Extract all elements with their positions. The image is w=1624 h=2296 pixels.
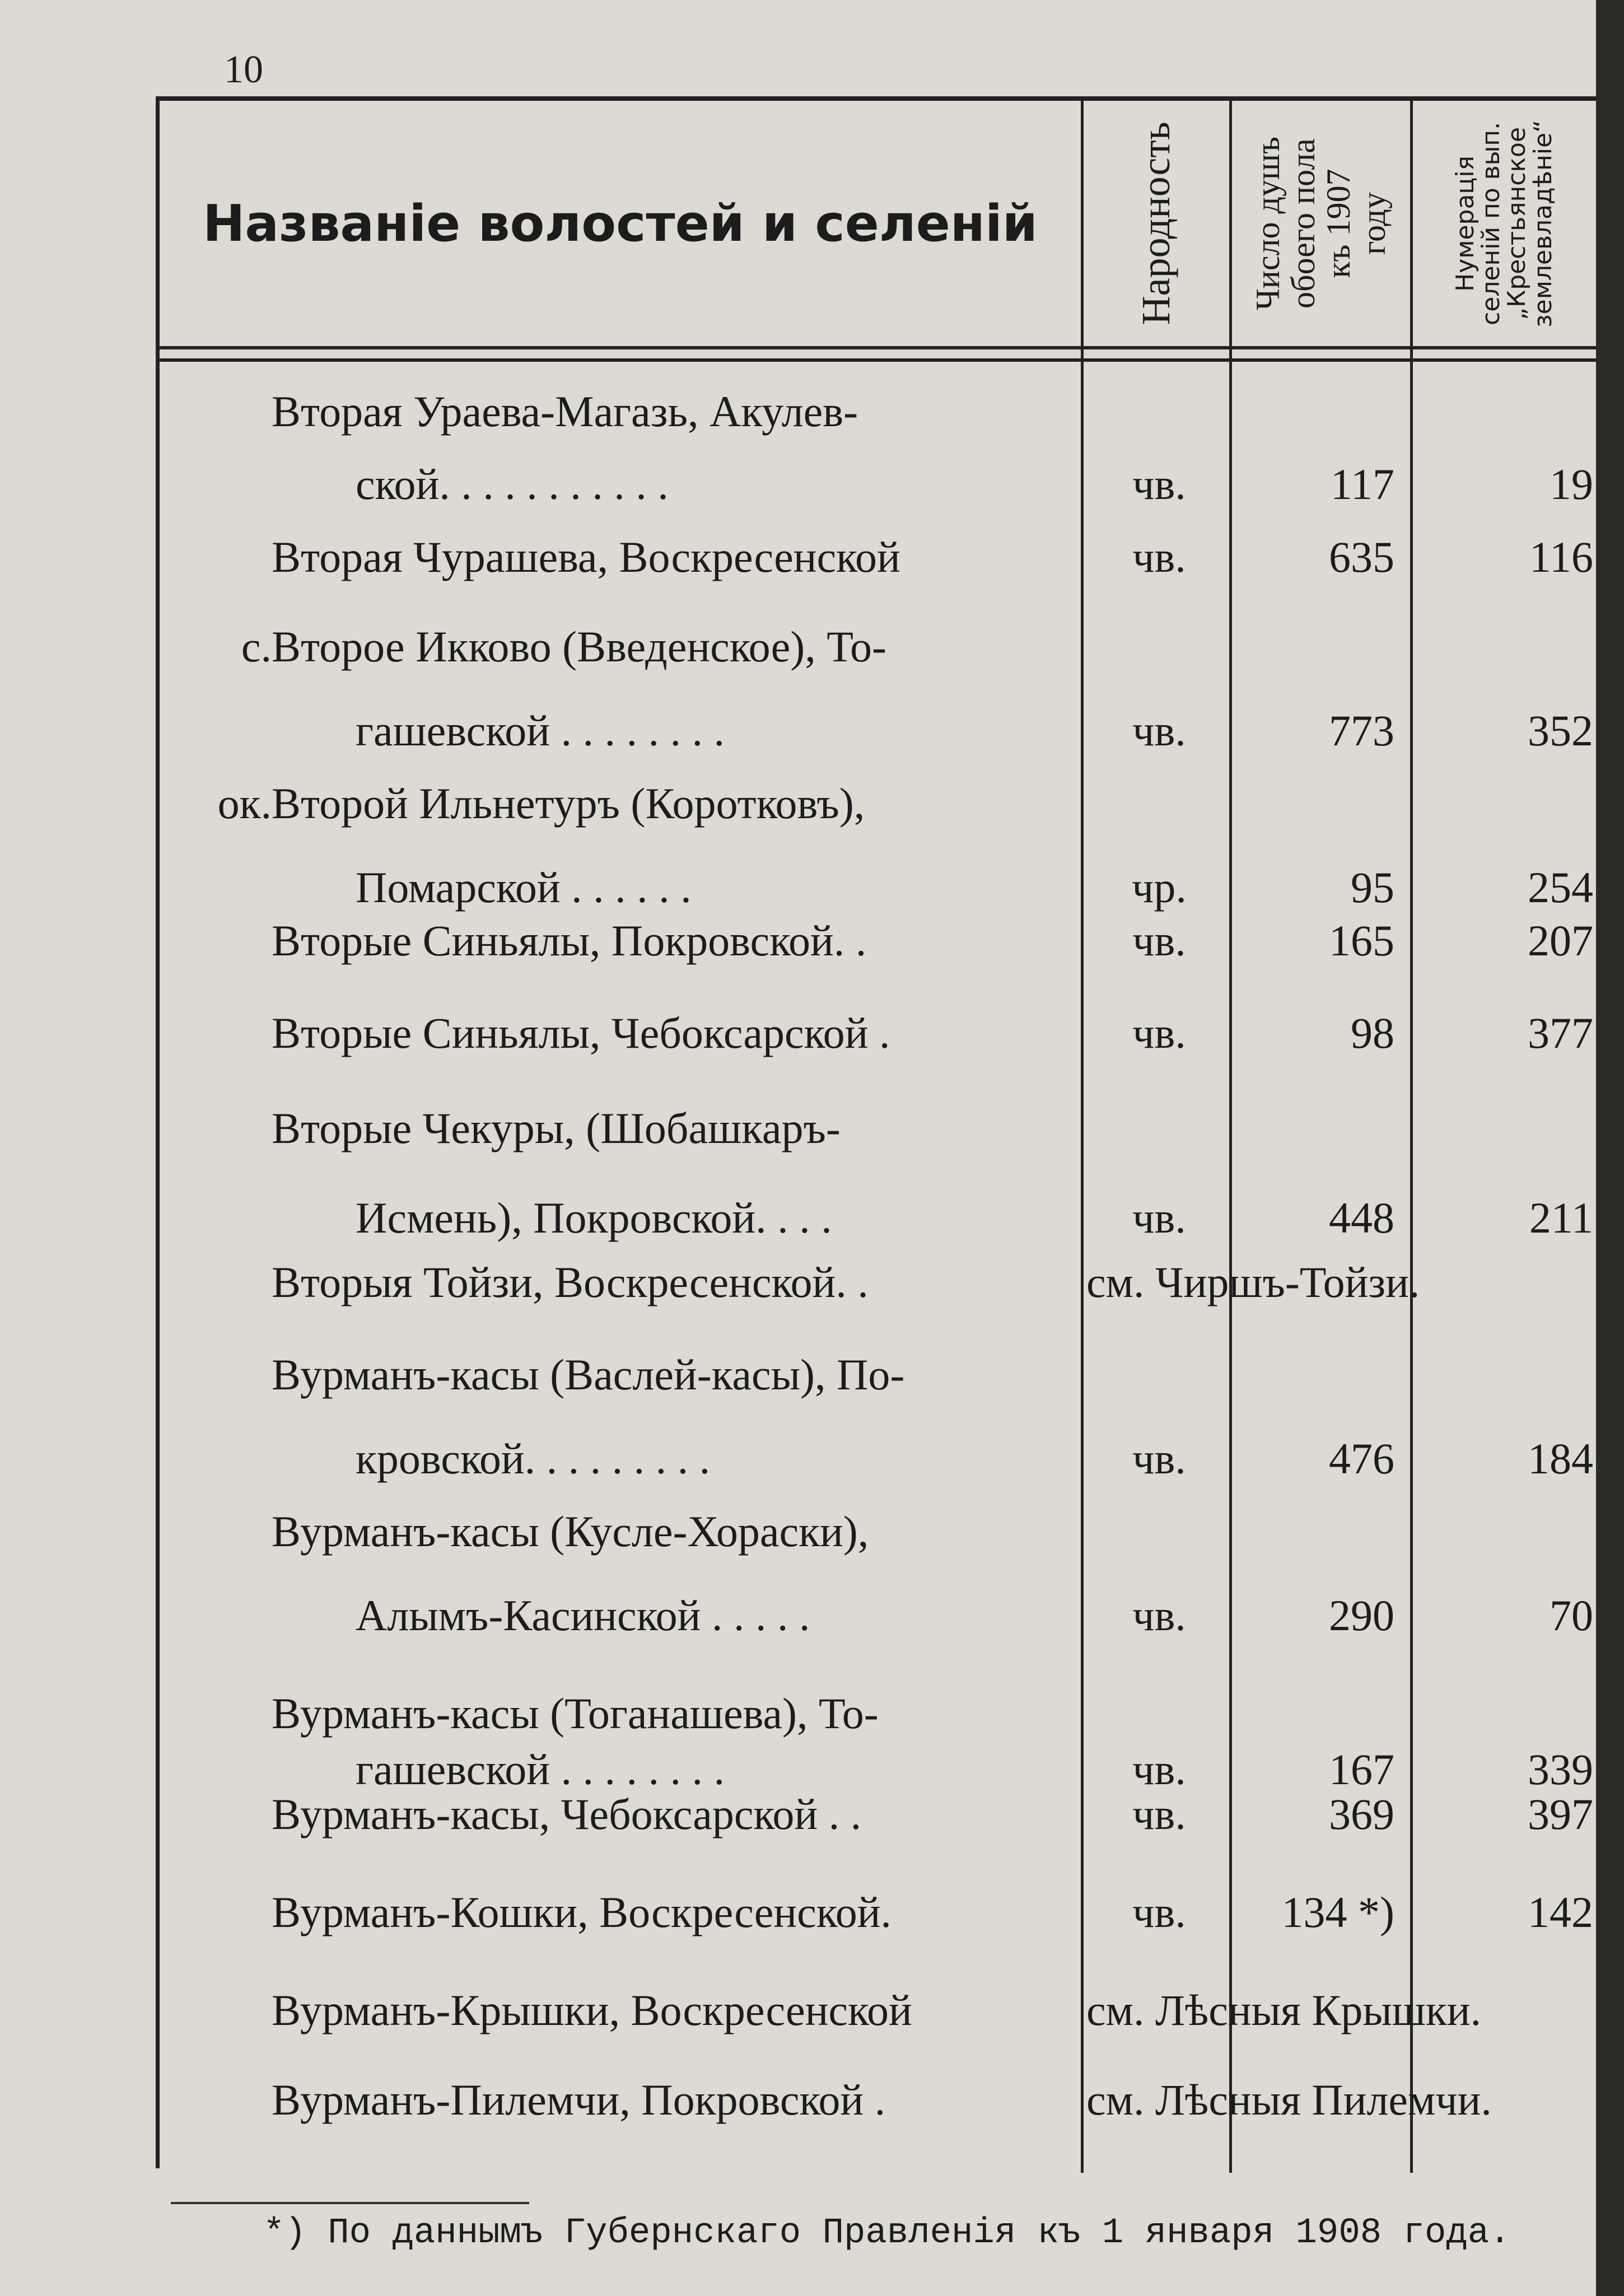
settlement-name: Вурманъ-касы (Тоганашева), То- [272,1689,879,1738]
settlement-name: Вурманъ-Кошки, Воскресенской. [272,1888,892,1936]
settlement-name-continued: Исмень), Покровской. . . . [356,1193,832,1242]
population-cell: 165 [1329,916,1394,965]
nationality-cell: чв. [1132,533,1186,581]
column-header-count-cell [1232,101,1410,346]
cross-reference: см. Лѣсныя Пилемчи. [1086,2075,1492,2124]
nationality-cell: чв. [1132,916,1186,965]
column-header-count: Число душъ обоего пола къ 1907 году [1249,136,1392,311]
nationality-cell: чв. [1132,1888,1186,1936]
numeration-cell: 19 [1550,460,1593,508]
settlement-name: Вурманъ-Крышки, Воскресенской [272,1986,912,2034]
nationality-cell: чв. [1132,1745,1186,1794]
settlement-name: Вурманъ-касы, Чебоксарской . . [272,1790,862,1838]
nationality-cell: чв. [1132,1591,1186,1640]
nationality-cell: чр. [1132,863,1187,912]
settlement-name: Вторые Синьялы, Покровской. . [272,916,867,965]
settlement-name: Вторая Чурашева, Воскресенской [272,533,900,581]
numeration-cell: 70 [1550,1591,1593,1640]
column-header-numeration-cell [1413,101,1596,346]
nationality-cell: чв. [1132,460,1186,508]
settlement-type: с. [241,622,272,671]
header-separator [160,346,1599,349]
nationality-cell: чв. [1132,1009,1186,1057]
cross-reference: см. Лѣсныя Крышки. [1086,1986,1482,2034]
nationality-cell: чв. [1132,1193,1186,1242]
numeration-cell: 207 [1528,916,1593,965]
numeration-cell: 352 [1528,706,1593,755]
header-separator-double [160,358,1599,362]
nationality-cell: чв. [1132,706,1186,755]
population-cell: 95 [1351,863,1394,912]
nationality-cell: чв. [1132,1434,1186,1483]
settlement-name: Вурманъ-Пилемчи, Покровской . [272,2075,886,2124]
settlement-name-continued: гашевской . . . . . . . . [356,706,725,755]
settlement-name-continued: Помарской . . . . . . [356,863,692,912]
numeration-cell: 211 [1529,1193,1593,1242]
footnote-rule [171,2202,529,2204]
numeration-cell: 184 [1528,1434,1593,1483]
column-divider [1229,101,1232,2173]
settlement-name-continued: кровской. . . . . . . . . [356,1434,711,1483]
population-cell: 635 [1329,533,1394,581]
numeration-cell: 397 [1528,1790,1593,1838]
settlement-name-continued: ской. . . . . . . . . . . [356,460,669,508]
column-divider [1410,101,1413,2173]
settlement-name: Вторая Ураева-Магазь, Акулев- [272,387,858,436]
numeration-cell: 142 [1528,1888,1593,1936]
settlement-name: Вторые Чекуры, (Шобашкаръ- [272,1104,841,1152]
population-cell: 117 [1330,460,1394,508]
population-cell: 290 [1329,1591,1394,1640]
numeration-cell: 254 [1528,863,1593,912]
nationality-cell: чв. [1132,1790,1186,1838]
settlement-name: Вторые Синьялы, Чебоксарской . [272,1009,890,1057]
numeration-cell: 116 [1529,533,1593,581]
column-header-names: Названіе волостей и селеній [203,194,1038,253]
cross-reference: см. Чиршъ-Тойзи. [1086,1258,1420,1306]
population-cell: 476 [1329,1434,1394,1483]
page-number: 10 [224,48,263,91]
population-cell: 448 [1329,1193,1394,1242]
column-header-nationality-cell [1084,101,1229,346]
settlement-name: Второй Ильнетуръ (Коротковъ), [272,779,865,828]
footnote: *) По даннымъ Губернскаго Правленія къ 1 января 1908 года. [263,2213,1511,2253]
column-header-numeration: Нумерація селеній по вып. „Крестьянское землевладѣніе“ [1451,119,1557,328]
population-cell: 134 *) [1281,1888,1394,1936]
population-cell: 98 [1351,1009,1394,1057]
column-header-nationality: Народность [1133,122,1179,325]
binding-gutter [1596,0,1624,2296]
settlement-name: Вурманъ-касы (Кусле-Хораски), [272,1507,869,1556]
population-cell: 167 [1329,1745,1394,1794]
settlement-name: Второе Икково (Введенское), То- [272,622,886,671]
settlement-type: ок. [217,779,272,828]
population-cell: 773 [1329,706,1394,755]
settlement-name-continued: гашевской . . . . . . . . [356,1745,725,1794]
table-top-rule [160,96,1599,101]
settlement-name: Вторыя Тойзи, Воскресенской. . [272,1258,869,1306]
settlement-name: Вурманъ-касы (Васлей-касы), По- [272,1350,905,1399]
table-left-rule [156,96,160,2168]
numeration-cell: 339 [1528,1745,1593,1794]
population-cell: 369 [1329,1790,1394,1838]
numeration-cell: 377 [1528,1009,1593,1057]
settlement-name-continued: Алымъ-Касинской . . . . . [356,1591,810,1640]
